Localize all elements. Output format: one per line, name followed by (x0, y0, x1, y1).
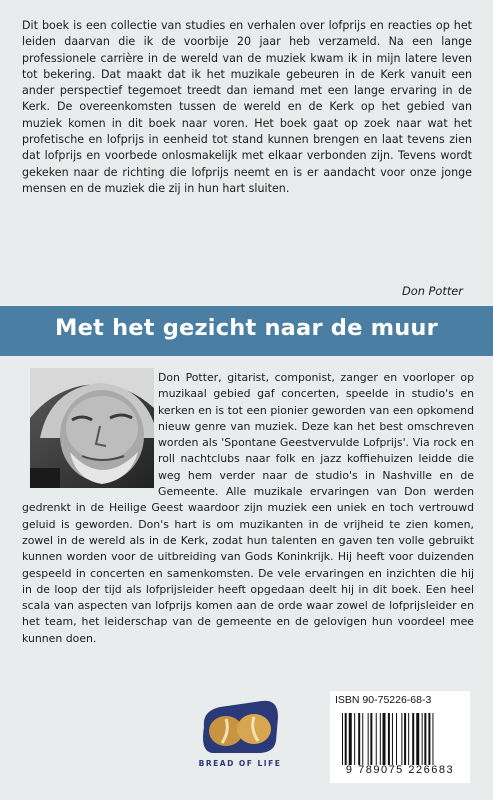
isbn-label: ISBN 90-75226-68-3 (335, 694, 432, 706)
barcode-number: 9 789075 226683 (345, 764, 455, 776)
title-band (0, 306, 493, 356)
barcode-icon (342, 713, 462, 765)
bio-text (22, 370, 474, 647)
book-title: Met het gezicht naar de muur (55, 315, 438, 341)
intro-paragraph: Dit boek is een collectie van studies en verhalen over lofprijs en reacties op het leiden daarvan die ik de voorbije 20 jaar heb verzameld. Na een lange professionele carrière in de wereld van de muziek kwam ik in mijn latere leven tot bekering. Dat maakt dat ik het muzikale gebeuren in de Kerk vanuit een ander perspectief tegemoet treedt dan iemand met een lange ervaring in de Kerk. De overeenkomsten tussen de wereld en de Kerk op het gebied van muziek komen in dit boek naar voren. Het boek gaat op zoek naar wat het profetische en lofprijs in eenheid tot stand kunnen brengen en laat tevens zien dat lofprijs en voorbede onlosmakelijk met elkaar verbonden zijn. Tevens wordt gekeken naar de richting die lofprijs neemt en is er aandacht voor onze jonge mensen en de muziek die zij in hun hart sluiten. (22, 19, 472, 195)
author-signature: Don Potter (401, 284, 463, 298)
publisher-name: BREAD OF LIFE (198, 759, 282, 768)
bio-paragraph: Don Potter, gitarist, componist, zanger en voorloper op muzikaal gebied gaf concerten, speelde in studio's en kerken en is tot een pionier geworden van een opkomend nieuw genre van muziek. Deze kan het best omschreven worden als 'Spontane Geestvervulde Lofprijs'. Via rock en roll nachtclubs naar folk en jazz koffiehuizen leidde die weg hem verder naar de studio's in Nashville en de Gemeente. Alle muzikale ervaringen van Don werden gedrenkt in de Heilige Geest waardoor zijn muziek een uniek en toch vertrouwd geluid is geworden. Don's hart is om muzikanten in de vrijheid te zien komen, zowel in de wereld als in de Kerk, zodat hun talenten en gaven ten volle gebruikt kunnen worden voor de uitbreiding van Gods Koninkrijk. Hij heeft voor duizenden gespeeld in concerten en samenkomsten. De vele ervaringen en inzichten die hij in de loop der tijd als lofprijsleider heeft opgedaan deelt hij in dit boek. Een heel scala van aspecten van lofprijs komen aan de orde waar zowel de lofprijsleider en het team, het leiderschap van de gemeente en de gelovigen hun voordeel mee kunnen doen. (22, 371, 474, 645)
barcode-box (330, 691, 470, 783)
bread-of-life-logo-icon (198, 697, 282, 755)
intro-text (22, 18, 472, 197)
